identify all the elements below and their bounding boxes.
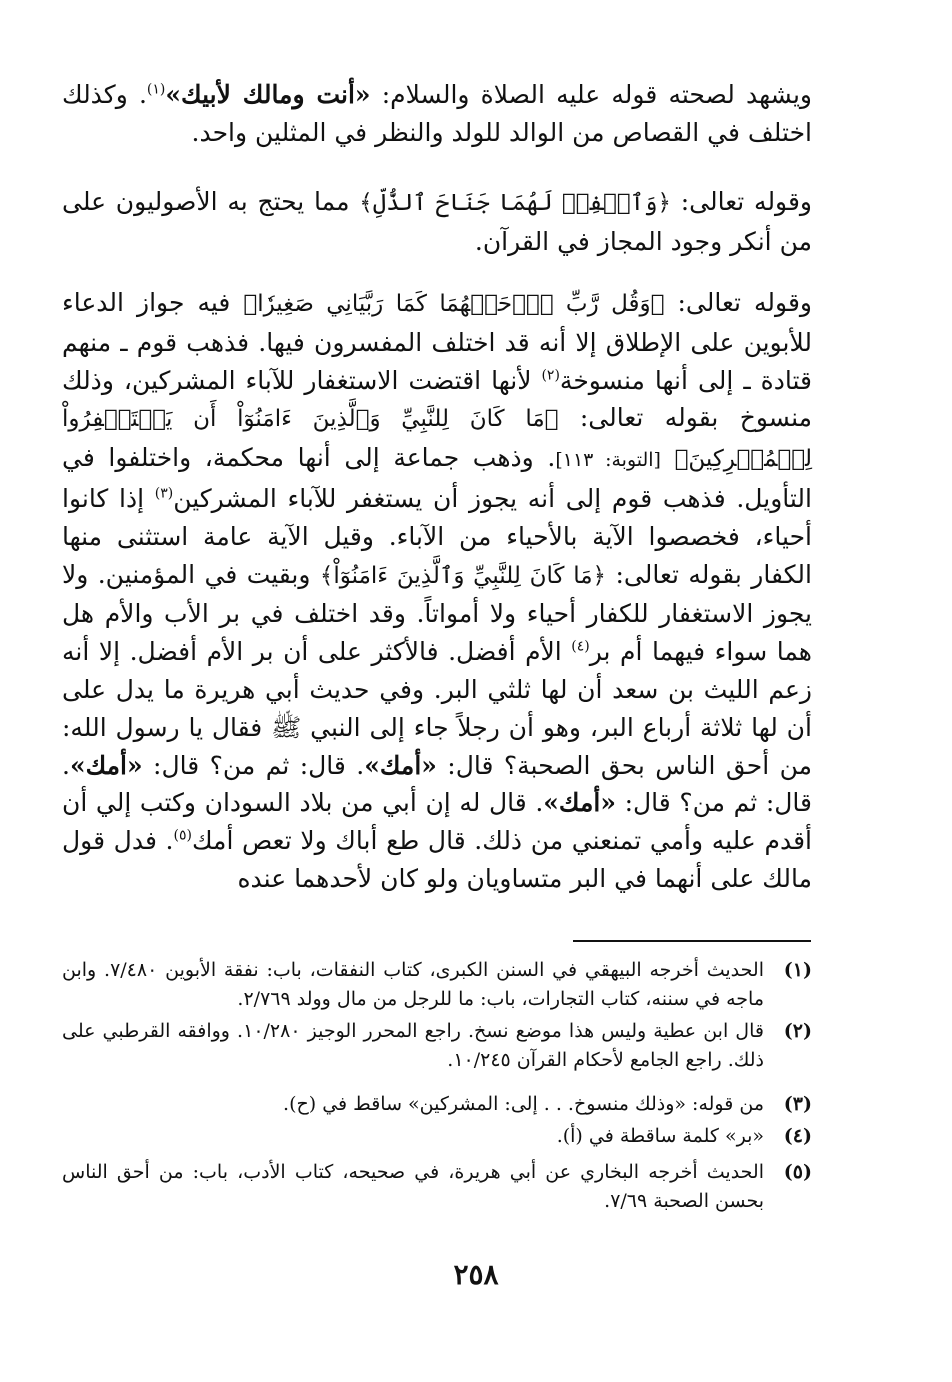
paragraph-2	[62, 183, 812, 261]
footnote-ref-5: (٥)	[173, 827, 192, 844]
footnote-text: من قوله: «وذلك منسوخ. . . إلى: المشركين» ساقط في (ح).	[283, 1093, 764, 1115]
page-number: ٢٥٨	[453, 1258, 499, 1291]
footnote-text: «بر» كلمة ساقطة في (أ).	[556, 1125, 764, 1147]
footnote-text: قال ابن عطية وليس هذا موضع نسخ. راجع المحرر الوجيز ١٠/٢٨٠. ووافقه القرطبي على ذلك. راجع الجامع لأحكام القرآن ١٠/٢٤٥.	[62, 1020, 764, 1071]
footnote-ref-2: (٢)	[541, 367, 560, 384]
footnote-number: (١)	[783, 959, 812, 981]
quran-quote: ﴿وَٱخۡفِضۡ لَهُمَا جَنَاحَ ٱلذُّلِّ﴾	[359, 190, 671, 216]
footnote-number: (٤)	[783, 1125, 812, 1147]
text-run: وبقيت في المؤمنين. ولا يجوز الاستغفار للكفار أحياء ولا أمواتاً. وقد اختلف في بر الأب والأم هل هما سواء فيهما أم بر	[62, 559, 812, 667]
text-run: فيه جواز الدعاء للأبوين على الإطلاق إلا أنه قد اختلف المفسرون فيها. فذهب قوم ـ منهم قتادة ـ إلى أنها منسوخة	[62, 288, 812, 395]
hadith-quote: «أمك»	[364, 750, 437, 780]
hadith-quote: «أنت ومالك لأبيك»	[165, 80, 371, 109]
footnote-number: (٥)	[783, 1161, 812, 1183]
text-run: الأم أفضل. فالأكثر على أن بر الأم أفضل. إلا أنه زعم الليث بن سعد أن لها ثلثي البر. وفي حديث أبي هريرة ما يدل على أن لها ثلاثة أرباع البر، وهو أن رجلاً جاء إلى النبي ﷺ فقال يا رسول الله: من أحق الناس بحق الصحبة؟ قال:	[62, 637, 812, 780]
text-run: وقوله تعالى:	[670, 187, 812, 216]
footnote-1	[62, 956, 812, 1014]
text-run: ويشهد لصحته قوله عليه الصلاة والسلام:	[370, 80, 812, 109]
footnote-text: الحديث أخرجه البيهقي في السنن الكبرى، كتاب النفقات، باب: نفقة الأبوين ٧/٤٨٠. وابن ماجه في سننه، كتاب التجارات، باب: ما للرجل من مال وولد ٢/٧٦٩.	[62, 959, 764, 1010]
footnote-4	[62, 1122, 812, 1151]
text-run: . وذهب جماعة إلى أنها محكمة، واختلفوا في التأويل. فذهب قوم إلى أنه يجوز أن يستغفر للآباء المشركين	[62, 443, 812, 513]
text-run: وقوله تعالى:	[664, 288, 812, 317]
footnote-number: (٢)	[783, 1020, 812, 1042]
paragraph-1	[62, 76, 812, 152]
footnote-ref-4: (٤)	[571, 638, 590, 655]
text-run: . وكذلك اختلف في القصاص من الوالد للولد والنظر في المثلين واحد.	[62, 80, 812, 147]
quran-quote: ﴿وَقُل رَّبِّ ٱرۡحَمۡهُمَا كَمَا رَبَّيَانِي صَغِيرٗا﴾	[243, 291, 665, 317]
quran-quote: ﴿مَا كَانَ لِلنَّبِيِّ وَٱلَّذِينَ ءَامَنُوٓاْ﴾	[319, 562, 607, 589]
text-run: . قال: ثم من؟ قال:	[62, 750, 812, 818]
footnote-ref-1: (١)	[146, 81, 166, 98]
text-run: . فدل قول مالك على أنهما في البر متساويان ولو كان لأحدهما عنده	[62, 826, 812, 893]
hadith-quote: «أمك»	[69, 750, 143, 780]
paragraph-3	[62, 284, 812, 898]
footnote-text: الحديث أخرجه البخاري عن أبي هريرة، في صحيحه، كتاب الأدب، باب: من أحق الناس بحسن الصحبة ٧/٦٩.	[62, 1161, 764, 1212]
footnote-divider	[573, 940, 811, 942]
footnote-ref-3: (٣)	[154, 485, 174, 502]
text-run: . قال له إن أبي من بلاد السودان وكتب إلي أن أقدم عليه وأمي تمنعني من ذلك. قال طع أباك ولا تعص أمك	[62, 788, 812, 856]
text-run: . قال: ثم من؟ قال:	[142, 750, 365, 780]
hadith-quote: «أمك»	[543, 788, 616, 818]
quran-quote: ﴿مَا كَانَ لِلنَّبِيِّ وَٱلَّذِينَ ءَامَنُوٓاْ أَن يَسۡتَغۡفِرُواْ لِلۡمُشۡرِكِينَ﴾	[62, 406, 813, 473]
text-run: لأنها اقتضت الاستغفار للآباء المشركين، وذلك منسوخ بقوله تعالى:	[62, 365, 813, 433]
footnote-number: (٣)	[783, 1093, 812, 1115]
footnote-5	[62, 1158, 812, 1216]
text-run: إذا كانوا أحياء، فخصصوا الآية بالأحياء من الآباء. وقيل الآية عامة استثنى منها الكفار بقوله تعالى:	[62, 483, 812, 589]
verse-reference: [التوبة: ١١٣]	[555, 449, 661, 472]
footnote-2	[62, 1017, 812, 1075]
footnote-3	[62, 1090, 812, 1119]
text-run: مما يحتج به الأصوليون على من أنكر وجود المجاز في القرآن.	[62, 187, 812, 256]
